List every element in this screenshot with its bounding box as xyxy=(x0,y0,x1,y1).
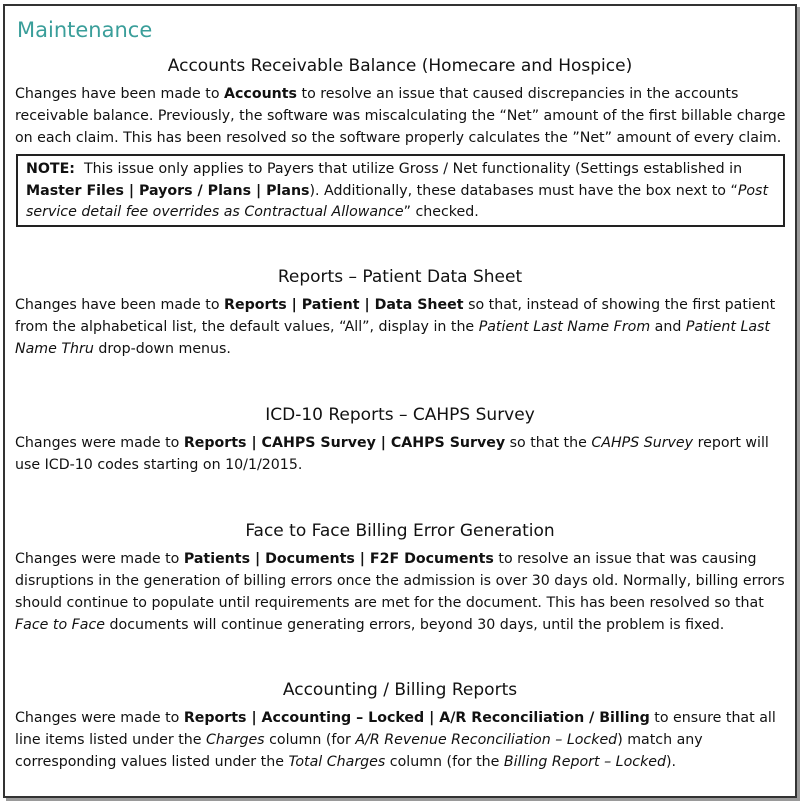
text-run: ). xyxy=(666,754,677,770)
text-run: to ensure that all line items listed under the xyxy=(15,710,776,748)
section-heading-accounting-billing: Accounting / Billing Reports xyxy=(282,680,518,700)
text-run: Changes were made to xyxy=(15,551,184,567)
report-name: CAHPS Survey xyxy=(591,435,694,451)
section-body-cahps-survey xyxy=(15,432,797,476)
field-name: Patient Last Name Thru xyxy=(15,319,770,357)
section-body-patient-data-sheet xyxy=(15,294,797,360)
text-run: drop-down menus. xyxy=(93,341,231,357)
section-body-ar-balance xyxy=(15,83,797,149)
text-run: and xyxy=(650,319,686,335)
note-text: ” checked. xyxy=(403,204,479,220)
note-menu-path: Master Files | Payors / Plans | Plans xyxy=(26,182,310,199)
note-box xyxy=(16,154,785,227)
text-run: to resolve an issue that caused discrepancies in the accounts receivable balance. Previously, the software was miscalculating the “Net” amount of the first billable charge on each claim. This has been resolved so the software properly calculates the ”Net” amount of every claim. xyxy=(15,86,786,146)
column-name: Charges xyxy=(206,732,265,748)
text-run: Changes were made to xyxy=(15,710,184,726)
menu-path: Reports | CAHPS Survey | CAHPS Survey xyxy=(183,435,506,451)
section-body-f2f-billing xyxy=(15,548,797,636)
text-run: documents will continue generating errors, beyond 30 days, until the problem is fixed. xyxy=(105,617,725,633)
section-body-accounting-billing xyxy=(15,707,797,773)
text-run: column (for xyxy=(264,732,356,748)
menu-path: Patients | Documents | F2F Documents xyxy=(183,551,494,567)
text-run: so that, instead of showing the first patient from the alphabetical list, the default values, “All”, display in the xyxy=(15,297,776,335)
document-type: Face to Face xyxy=(15,617,106,633)
menu-path: Accounts xyxy=(224,86,298,102)
report-name: A/R Revenue Reconciliation – Locked xyxy=(355,732,618,748)
section-heading-ar-balance: Accounts Receivable Balance (Homecare and Hospice) xyxy=(167,56,633,76)
section-heading-patient-data-sheet: Reports – Patient Data Sheet xyxy=(277,267,523,287)
note-label: NOTE: xyxy=(26,161,75,177)
text-run: column (for the xyxy=(385,754,504,770)
section-heading-f2f-billing: Face to Face Billing Error Generation xyxy=(245,521,555,541)
text-run: to resolve an issue that was causing disruptions in the generation of billing errors once the admission is over 30 days old. Normally, billing errors should continue to populate until requirements are met for the document. This has been resolved so that xyxy=(15,551,785,611)
column-name: Total Charges xyxy=(288,754,386,770)
field-name: Patient Last Name From xyxy=(478,319,651,335)
report-name: Billing Report – Locked xyxy=(503,754,667,770)
text-run: Changes were made to xyxy=(15,435,184,451)
text-run: Changes have been made to xyxy=(15,86,225,102)
note-text: This issue only applies to Payers that utilize Gross / Net functionality (Settings established in xyxy=(84,161,743,177)
page-title: Maintenance xyxy=(17,18,153,42)
section-heading-cahps-survey: ICD-10 Reports – CAHPS Survey xyxy=(265,405,535,425)
text-run: ) match any corresponding values listed under the xyxy=(15,732,703,770)
note-setting-name: Post service detail fee overrides as Contractual Allowance xyxy=(26,182,769,220)
note-text: ). Additionally, these databases must have the box next to “ xyxy=(309,182,738,199)
text-run: report will use ICD-10 codes starting on 10/1/2015. xyxy=(15,435,769,473)
menu-path: Reports | Accounting – Locked | A/R Reconciliation / Billing xyxy=(183,710,650,726)
text-run: Changes have been made to xyxy=(15,297,225,313)
document-frame xyxy=(3,4,797,798)
menu-path: Reports | Patient | Data Sheet xyxy=(224,297,464,313)
text-run: so that the xyxy=(505,435,592,451)
